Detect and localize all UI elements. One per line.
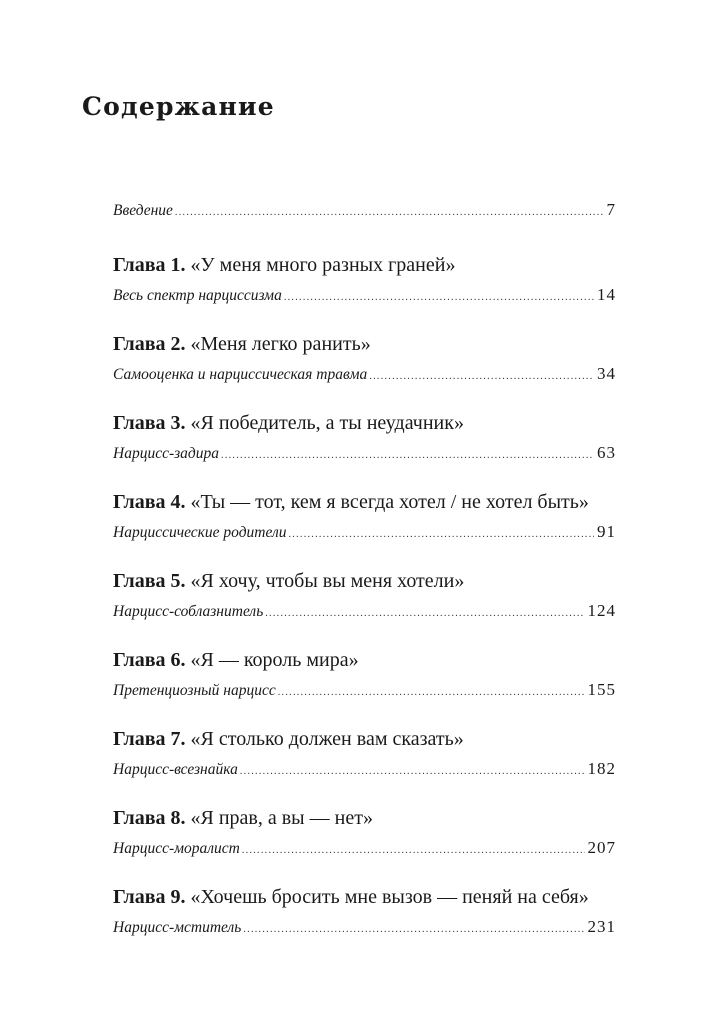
chapter-label: Глава 1. — [113, 254, 186, 276]
chapter-subtitle-row — [113, 364, 616, 386]
chapter-subtitle: Самооценка и нарциссическая травма — [113, 366, 368, 383]
chapter-subtitle: Нарциссические родители — [113, 524, 287, 541]
chapter-name: «Хочешь бросить мне вызов — пеняй на себя» — [190, 886, 589, 908]
chapter-label: Глава 9. — [113, 886, 186, 908]
page-number: 91 — [597, 522, 616, 541]
chapter-title — [113, 884, 616, 911]
page-number: 63 — [597, 443, 616, 462]
dot-leader — [265, 604, 584, 624]
chapter-name: «Меня легко ранить» — [190, 333, 371, 355]
chapter-subtitle-row — [113, 917, 616, 939]
table-of-contents — [113, 200, 616, 939]
chapter-title — [113, 489, 616, 516]
chapter-subtitle: Претенциозный нарцисс — [113, 682, 276, 699]
page-number: 124 — [587, 601, 616, 620]
chapter-name: «У меня много разных граней» — [190, 254, 456, 276]
chapter-subtitle: Нарцисс-соблазнитель — [113, 603, 264, 620]
page-number: 14 — [597, 285, 616, 304]
chapter-6[interactable] — [113, 647, 616, 702]
chapter-title — [113, 410, 616, 437]
chapter-4[interactable] — [113, 489, 616, 544]
chapter-title — [113, 805, 616, 832]
chapter-9[interactable] — [113, 884, 616, 939]
page-number: 7 — [606, 200, 616, 219]
chapter-title — [113, 726, 616, 753]
chapter-label: Глава 8. — [113, 807, 186, 829]
chapter-subtitle-row — [113, 285, 616, 307]
page-number: 231 — [587, 917, 616, 936]
chapter-subtitle: Нарцисс-задира — [113, 445, 220, 462]
page-title: Содержание — [82, 92, 275, 121]
dot-leader — [289, 525, 595, 545]
chapter-8[interactable] — [113, 805, 616, 860]
chapter-name: «Я прав, а вы — нет» — [190, 807, 373, 829]
chapter-7[interactable] — [113, 726, 616, 781]
dot-leader — [369, 367, 594, 387]
chapter-subtitle-row — [113, 680, 616, 702]
chapter-1[interactable] — [113, 252, 616, 307]
page-number: 207 — [587, 838, 616, 857]
page-number: 34 — [597, 364, 616, 383]
chapter-label: Глава 3. — [113, 412, 186, 434]
dot-leader — [240, 762, 585, 782]
dot-leader — [284, 288, 594, 308]
chapter-name: «Я столько должен вам сказать» — [190, 728, 464, 750]
chapter-3[interactable] — [113, 410, 616, 465]
dot-leader — [221, 446, 594, 466]
chapter-name: «Я — король мира» — [190, 649, 359, 671]
chapter-subtitle: Нарцисс-всезнайка — [113, 761, 238, 778]
dot-leader — [175, 203, 604, 223]
chapter-label: Глава 2. — [113, 333, 186, 355]
chapter-name: «Ты — тот, кем я всегда хотел / не хотел быть» — [190, 491, 589, 513]
chapter-subtitle-row — [113, 443, 616, 465]
chapter-subtitle-row — [113, 522, 616, 544]
toc-entry-intro[interactable] — [113, 200, 616, 222]
page-number: 182 — [587, 759, 616, 778]
chapter-5[interactable] — [113, 568, 616, 623]
chapter-subtitle: Весь спектр нарциссизма — [113, 287, 282, 304]
chapter-title — [113, 331, 616, 358]
chapter-label: Глава 7. — [113, 728, 186, 750]
chapter-name: «Я хочу, чтобы вы меня хотели» — [190, 570, 465, 592]
chapter-subtitle-row — [113, 601, 616, 623]
chapter-title — [113, 568, 616, 595]
dot-leader — [278, 683, 585, 703]
page-number: 155 — [587, 680, 616, 699]
chapter-title — [113, 252, 616, 279]
chapter-subtitle-row — [113, 838, 616, 860]
dot-leader — [243, 920, 584, 940]
chapter-subtitle: Нарцисс-мститель — [113, 919, 242, 936]
chapter-name: «Я победитель, а ты неудачник» — [190, 412, 464, 434]
chapter-label: Глава 4. — [113, 491, 186, 513]
chapter-2[interactable] — [113, 331, 616, 386]
dot-leader — [242, 841, 585, 861]
chapter-title — [113, 647, 616, 674]
chapter-subtitle-row — [113, 759, 616, 781]
chapter-label: Глава 6. — [113, 649, 186, 671]
entry-label: Введение — [113, 202, 173, 219]
chapter-subtitle: Нарцисс-моралист — [113, 840, 240, 857]
chapter-label: Глава 5. — [113, 570, 186, 592]
